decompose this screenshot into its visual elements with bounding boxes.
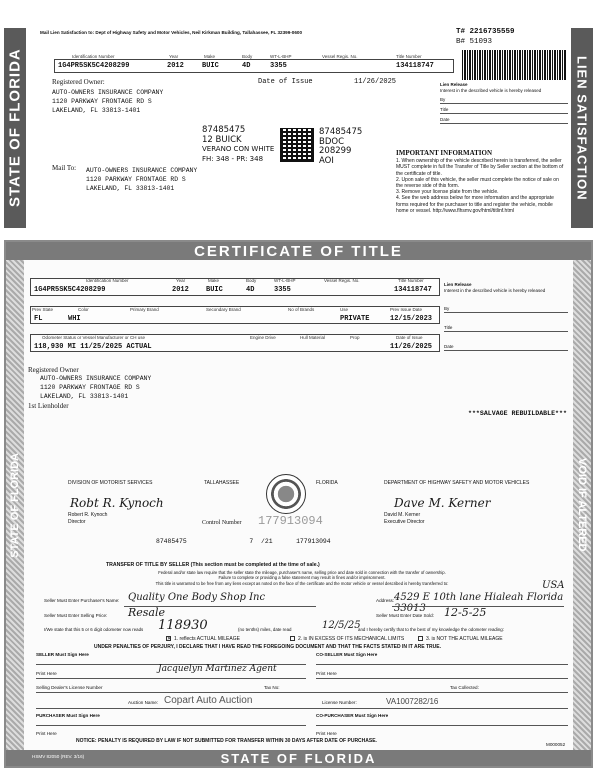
cert-make-value: BUIC [206, 286, 223, 294]
cert-vin-label: Identification Number [86, 278, 129, 283]
excess-limits-checkbox[interactable] [290, 636, 295, 641]
coseller-sign-line[interactable] [316, 664, 568, 665]
purchaser-sign-label: PURCHASER Must Sign Here [36, 713, 100, 718]
penalty-notice: NOTICE: PENALTY IS REQUIRED BY LAW IF NOT SUBMITTED FOR TRANSFER WITHIN 30 DAYS AFTER DATE OF PURCHASE. [76, 738, 377, 744]
registered-owner-label: Registered Owner: [52, 78, 105, 86]
cert-title-label: Title Number [398, 278, 424, 283]
control-number: 177913094 [258, 514, 323, 528]
cert-date-issue-value: 11/26/2025 [390, 343, 433, 351]
odometer-date-value[interactable]: 12/5/25 [322, 620, 361, 631]
year-label: Year [169, 54, 179, 59]
make-value: BUIC [202, 62, 219, 70]
license-number-label: License Number: [322, 700, 357, 705]
cert-vessel-label: Vessel Regis. No. [324, 278, 360, 283]
executive-signature: Dave M. Kerner [394, 496, 491, 510]
cert-title-value: 134118747 [394, 286, 432, 294]
seller-print-label: Print Here [36, 671, 57, 676]
cert-owner-address: AUTO-OWNERS INSURANCE COMPANY 1120 PARKWAY FRONTAGE RD S LAKELAND, FL 33813-1401 [40, 375, 152, 400]
director-signature: Robt R. Kynoch [70, 496, 164, 510]
wt-value: 3355 [270, 62, 287, 70]
vin-value: 1G4PR5SK5C4208299 [58, 62, 130, 70]
date-sold-label: Seller Must Enter Date Sold: [376, 613, 434, 618]
cert-lien-release: Lien Release Interest in the described vehicle is hereby released By Title Date [444, 282, 568, 351]
void-if-altered-vertical: VOID IF ALTERED [576, 458, 588, 552]
coseller-print-label: Print Here [316, 671, 337, 676]
year-value: 2012 [167, 62, 184, 70]
cert-odometer-value: 118,930 MI 11/25/2025 ACTUAL [34, 343, 152, 351]
purchaser-sign-line[interactable] [36, 725, 306, 726]
cert-body-value: 4D [246, 286, 255, 294]
corner-code: M000052 [546, 742, 566, 747]
lien-satisfaction-band: LIEN SATISFACTION [571, 28, 593, 228]
odometer-reading-value[interactable]: 118930 [158, 618, 208, 633]
selling-price-label: Seller Must Enter Selling Price: [44, 613, 108, 618]
seller-sign-label: SELLER Must Sign Here [36, 652, 89, 657]
cert-registered-owner-label: Registered Owner [28, 366, 79, 374]
copurchaser-sign-label: CO-PURCHASER Must Sign Here [316, 713, 389, 718]
florida-label: FLORIDA [316, 480, 338, 486]
cert-use-label: Use [340, 307, 349, 312]
lot-sticker-2: 87485475 BDOC 208299 AOI [319, 127, 363, 166]
mail-to-label: Mail To: [52, 164, 77, 172]
selling-price-value[interactable]: Resale [128, 606, 166, 619]
certificate-of-title [4, 240, 593, 768]
cert-use-value: PRIVATE [340, 315, 370, 323]
perjury-statement: UNDER PENALTIES OF PERJURY, I DECLARE THAT I HAVE READ THE FOREGOING DOCUMENT AND THAT THE FACTS STATED IN IT ARE TRUE. [94, 644, 441, 650]
coseller-sign-label: CO-SELLER Must Sign Here [316, 652, 378, 657]
auction-name-value[interactable]: Copart Auto Auction [164, 695, 253, 706]
actual-mileage-checkbox[interactable]: ✕ [167, 636, 172, 642]
auction-line [36, 708, 568, 709]
purchaser-name-label: Seller Must Enter Purchaser's Name: [44, 598, 120, 603]
date-sold-value[interactable]: 12-5-25 [444, 606, 487, 619]
cert-odometer-label: Odometer Status or Vessel Manufacturer or CH use [42, 335, 146, 340]
cert-hull-label: Hull Material [300, 335, 326, 340]
excess-limits-label: 2. is IN EXCESS OF ITS MECHANICAL LIMITS [298, 636, 405, 642]
mail-header: Mail Lien Satisfaction to: Dept of Highway Safety and Motor Vehicles, Neil Kirkman Building, Tallahassee, FL 32399-0600 [40, 30, 302, 35]
copurchaser-sign-line[interactable] [316, 725, 568, 726]
date-of-issue-label: Date of Issue [258, 78, 313, 86]
title-label: Title Number [396, 54, 422, 59]
transfer-fine-print: Federal and/or state law require that the seller state the mileage, purchaser's name, selling price and date sold in connection with the transfer of ownership. Failure to complete or providing a false statement may result in fines and/or imprisonment. This title is warranted to be free from any liens except as noted on the face of the certificate and the motor vehicle or vessel described is hereby transferred to: [155, 570, 449, 586]
dealer-line [36, 692, 568, 693]
auction-name-label: Auction Name: [128, 700, 159, 705]
owner-address: AUTO-OWNERS INSURANCE COMPANY 1120 PARKWAY FRONTAGE RD S LAKELAND, FL 33813-1401 [52, 89, 164, 114]
qr-code-icon [280, 128, 314, 162]
cert-wt-label: WT-L-BHP [274, 278, 296, 283]
cert-prop-label: Prop [350, 335, 360, 340]
odometer-cert-text: and I hereby certify that to the best of my knowledge the odometer reading: [358, 627, 504, 632]
purchaser-print-label: Print Here [36, 731, 57, 736]
copurchaser-print-label: Print Here [316, 731, 337, 736]
cert-date-issue-label: Date of Issue [396, 335, 423, 340]
left-border-band [6, 260, 24, 750]
make-label: Make [204, 54, 216, 59]
not-actual-label: 3. is NOT THE ACTUAL MILEAGE [426, 636, 503, 642]
lot-sticker: 87485475 12 BUICK VERANO CON WHITE FH: 348 - PR: 348 [202, 125, 275, 163]
address-label: Address: [376, 598, 395, 603]
certificate-footer [6, 750, 591, 766]
odometer-statement-label: I/We state that this 5 or 6 digit odometer now reads [44, 627, 144, 632]
director-block: Robert R. Kynoch Director [68, 512, 108, 525]
cert-color-value: WHI [68, 315, 81, 323]
country-value: USA [542, 580, 565, 591]
footer-state: STATE OF FLORIDA [220, 750, 377, 766]
cert-wt-value: 3355 [274, 286, 291, 294]
barcode-icon [462, 50, 566, 80]
purchaser-name-value[interactable]: Quality One Body Shop Inc [128, 592, 266, 603]
certificate-header: CERTIFICATE OF TITLE [6, 242, 591, 260]
seller-print-line [36, 678, 306, 679]
mail-to-address: AUTO-OWNERS INSURANCE COMPANY 1120 PARKWAY FRONTAGE RD S LAKELAND, FL 33813-1401 [86, 167, 198, 192]
tallahassee-label: TALLAHASSEE [204, 480, 240, 486]
cert-primary-brand-label: Primary Brand [130, 307, 159, 312]
body-label: Body [242, 54, 253, 59]
cert-year-value: 2012 [172, 286, 189, 294]
cert-make-label: Make [208, 278, 220, 283]
vessel-label: Vessel Regis. No. [322, 54, 358, 59]
address-value[interactable]: 4529 E 10th lane Hialeah Florida 33013 [394, 592, 564, 614]
b-number: B# 51093 [456, 38, 493, 46]
transfer-heading: TRANSFER OF TITLE BY SELLER (This section must be completed at the time of sale.) [106, 562, 320, 568]
tax-collected-label: Tax Collected: [450, 685, 479, 690]
control-line: 87485475 7 /21 177913094 [156, 538, 331, 545]
seller-print-value[interactable]: Jacquelyn Martinez Agent [158, 664, 277, 674]
title-value: 134118747 [396, 62, 434, 70]
lien-satisfaction-stub [4, 26, 593, 231]
coseller-print-line [316, 678, 568, 679]
not-actual-checkbox[interactable] [418, 636, 423, 641]
cert-year-label: Year [176, 278, 186, 283]
odometer-tail-label: (no tenths) miles, date read [238, 627, 292, 632]
division-label: DIVISION OF MOTORIST SERVICES [68, 480, 153, 486]
title-serial: T# 2216735559 [456, 28, 515, 36]
cert-vin-value: 1G4PR5SK5C4208299 [34, 286, 106, 294]
cert-color-label: Color [78, 307, 89, 312]
department-label: DEPARTMENT OF HIGHWAY SAFETY AND MOTOR VEHICLES [384, 480, 530, 486]
state-of-florida-vertical: STATE OF FLORIDA [9, 452, 21, 558]
salvage-brand: ***SALVAGE REBUILDABLE*** [468, 410, 567, 417]
cert-prev-issue-value: 12/15/2023 [390, 315, 433, 323]
cert-prev-state-label: Prev State [32, 307, 54, 312]
executive-block: David M. Kerner Executive Director [384, 512, 425, 525]
actual-mileage-label: 1. reflects ACTUAL MILEAGE [174, 636, 240, 642]
wt-label: WT-L-BHP [270, 54, 292, 59]
cert-secondary-brand-label: Secondary Brand [206, 307, 241, 312]
cert-no-brands-label: No of Brands [288, 307, 315, 312]
stub-lien-release: Lien Release Interest in the described vehicle is hereby released By Title Date [440, 82, 568, 124]
date-of-issue-value: 11/26/2025 [354, 78, 397, 86]
body-value: 4D [242, 62, 251, 70]
form-number: HSMV 82050 (REV. 3/16) [32, 754, 85, 759]
important-information: IMPORTANT INFORMATION 1. When ownership of the vehicle described herein is transferred, the seller MUST complete in full the Transfer of Title by Seller section at the bottom of the certificate of title. 2. Upon sale of this vehicle, the seller must complete the notice of sale on the reverse side of this form. 3. Remove your license plate from the vehicle. 4. See the web address below for more information and the appropriate forms required for the purchaser to title and register the vehicle, mobile home or vessel. http://www.flhsmv.gov/html/titlinf.html [396, 149, 564, 214]
dealer-license-label: Selling Dealer's License Number [36, 685, 103, 690]
cert-body-label: Body [246, 278, 257, 283]
right-border-band [573, 260, 591, 750]
license-number-value[interactable]: VA1007282/16 [386, 697, 439, 706]
control-number-label: Control Number [202, 520, 242, 526]
florida-seal-icon [266, 474, 306, 514]
tax-no-label: Tax No: [264, 685, 280, 690]
cert-prev-issue-label: Prev Issue Date [390, 307, 423, 312]
state-of-florida-band: STATE OF FLORIDA [4, 28, 26, 228]
cert-engine-label: Engine Drive [250, 335, 276, 340]
vin-label: Identification Number [72, 54, 115, 59]
cert-prev-state-value: FL [34, 315, 43, 323]
first-lienholder-label: 1st Lienholder [28, 402, 69, 410]
